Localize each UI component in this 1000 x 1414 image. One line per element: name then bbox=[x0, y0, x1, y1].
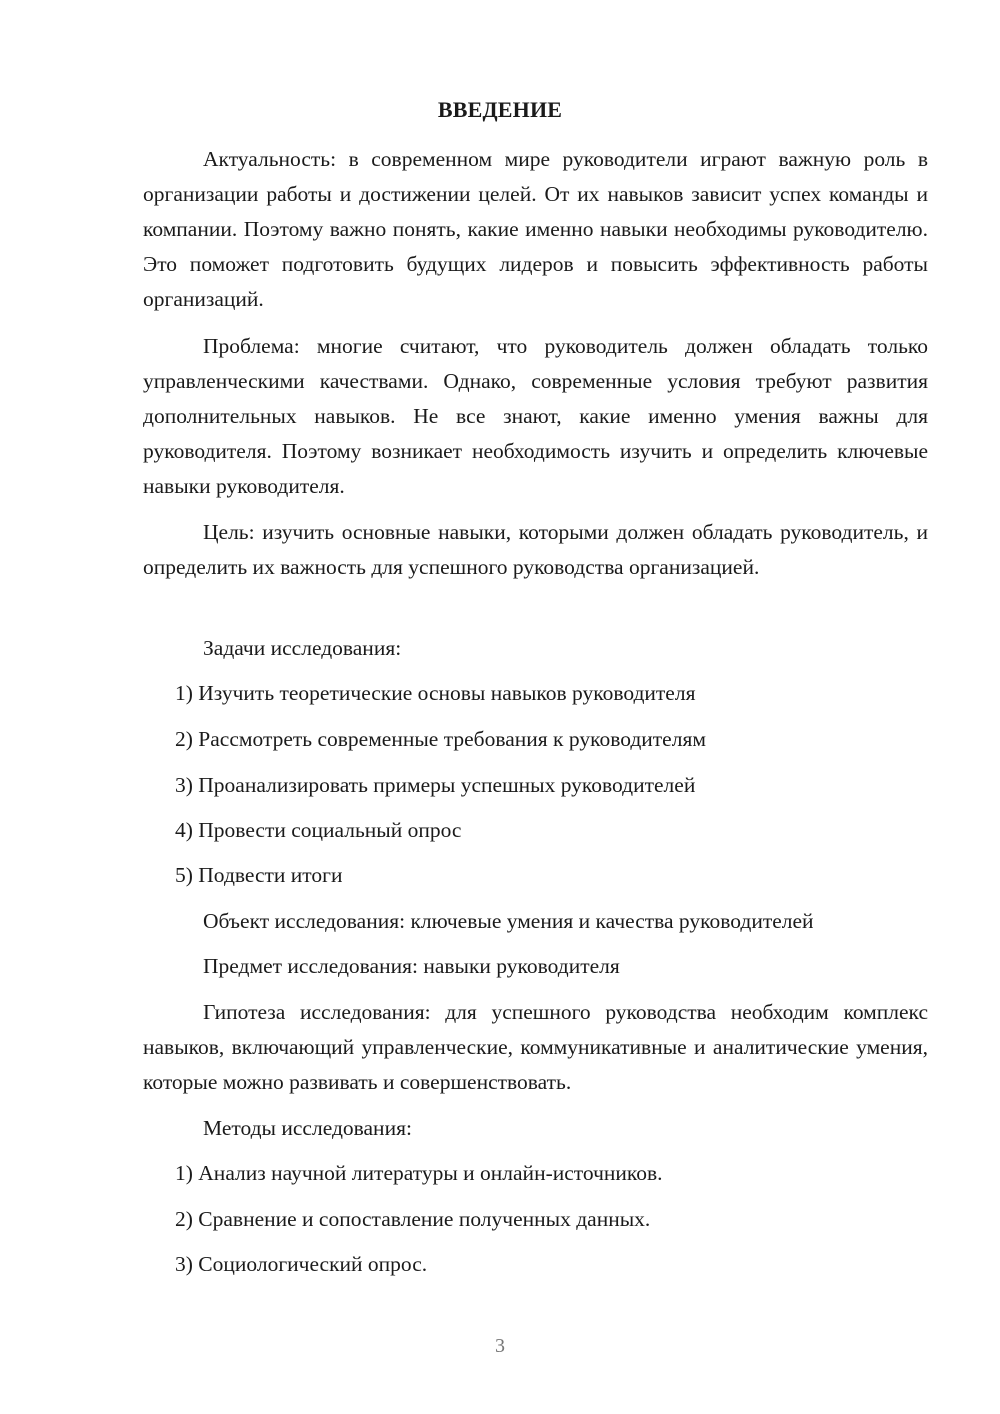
research-object: Объект исследования: ключевые умения и качества руководителей bbox=[203, 909, 814, 933]
hypothesis-paragraph: Гипотеза исследования: для успешного руководства необходим комплекс навыков, включающий управленческие, коммуникативные и аналитические умения, которые можно развивать и совершенствовать. bbox=[143, 1000, 928, 1094]
page-number: 3 bbox=[495, 1335, 505, 1357]
methods-title: Методы исследования: bbox=[203, 1116, 412, 1140]
tasks-title: Задачи исследования: bbox=[203, 636, 402, 660]
relevance-paragraph: Актуальность: в современном мире руководители играют важную роль в организации работы и достижении целей. От их навыков зависит успех команды и компании. Поэтому важно понять, какие именно навыки необходимы руководителю. Это поможет подготовить будущих лидеров и повысить эффективность работы организаций. bbox=[143, 147, 928, 311]
list-item: 1) Анализ научной литературы и онлайн-источников. bbox=[175, 1161, 663, 1185]
list-item: 3) Проанализировать примеры успешных руководителей bbox=[175, 773, 696, 797]
problem-paragraph: Проблема: многие считают, что руководитель должен обладать только управленческими качествами. Однако, современные условия требуют развития дополнительных навыков. Не все знают, какие именно умения важны для руководителя. Поэтому возникает необходимость изучить и определить ключевые навыки руководителя. bbox=[143, 334, 928, 498]
list-item: 2) Рассмотреть современные требования к руководителям bbox=[175, 727, 706, 751]
list-item: 4) Провести социальный опрос bbox=[175, 818, 462, 842]
page-title: ВВЕДЕНИЕ bbox=[437, 97, 563, 122]
list-item: 1) Изучить теоретические основы навыков руководителя bbox=[175, 681, 696, 705]
list-item: 2) Сравнение и сопоставление полученных данных. bbox=[175, 1207, 651, 1231]
list-item: 3) Социологический опрос. bbox=[175, 1252, 428, 1276]
list-item: 5) Подвести итоги bbox=[175, 863, 343, 887]
research-subject: Предмет исследования: навыки руководителя bbox=[203, 954, 620, 978]
goal-paragraph: Цель: изучить основные навыки, которыми должен обладать руководитель, и определить их важность для успешного руководства организацией. bbox=[143, 520, 928, 579]
